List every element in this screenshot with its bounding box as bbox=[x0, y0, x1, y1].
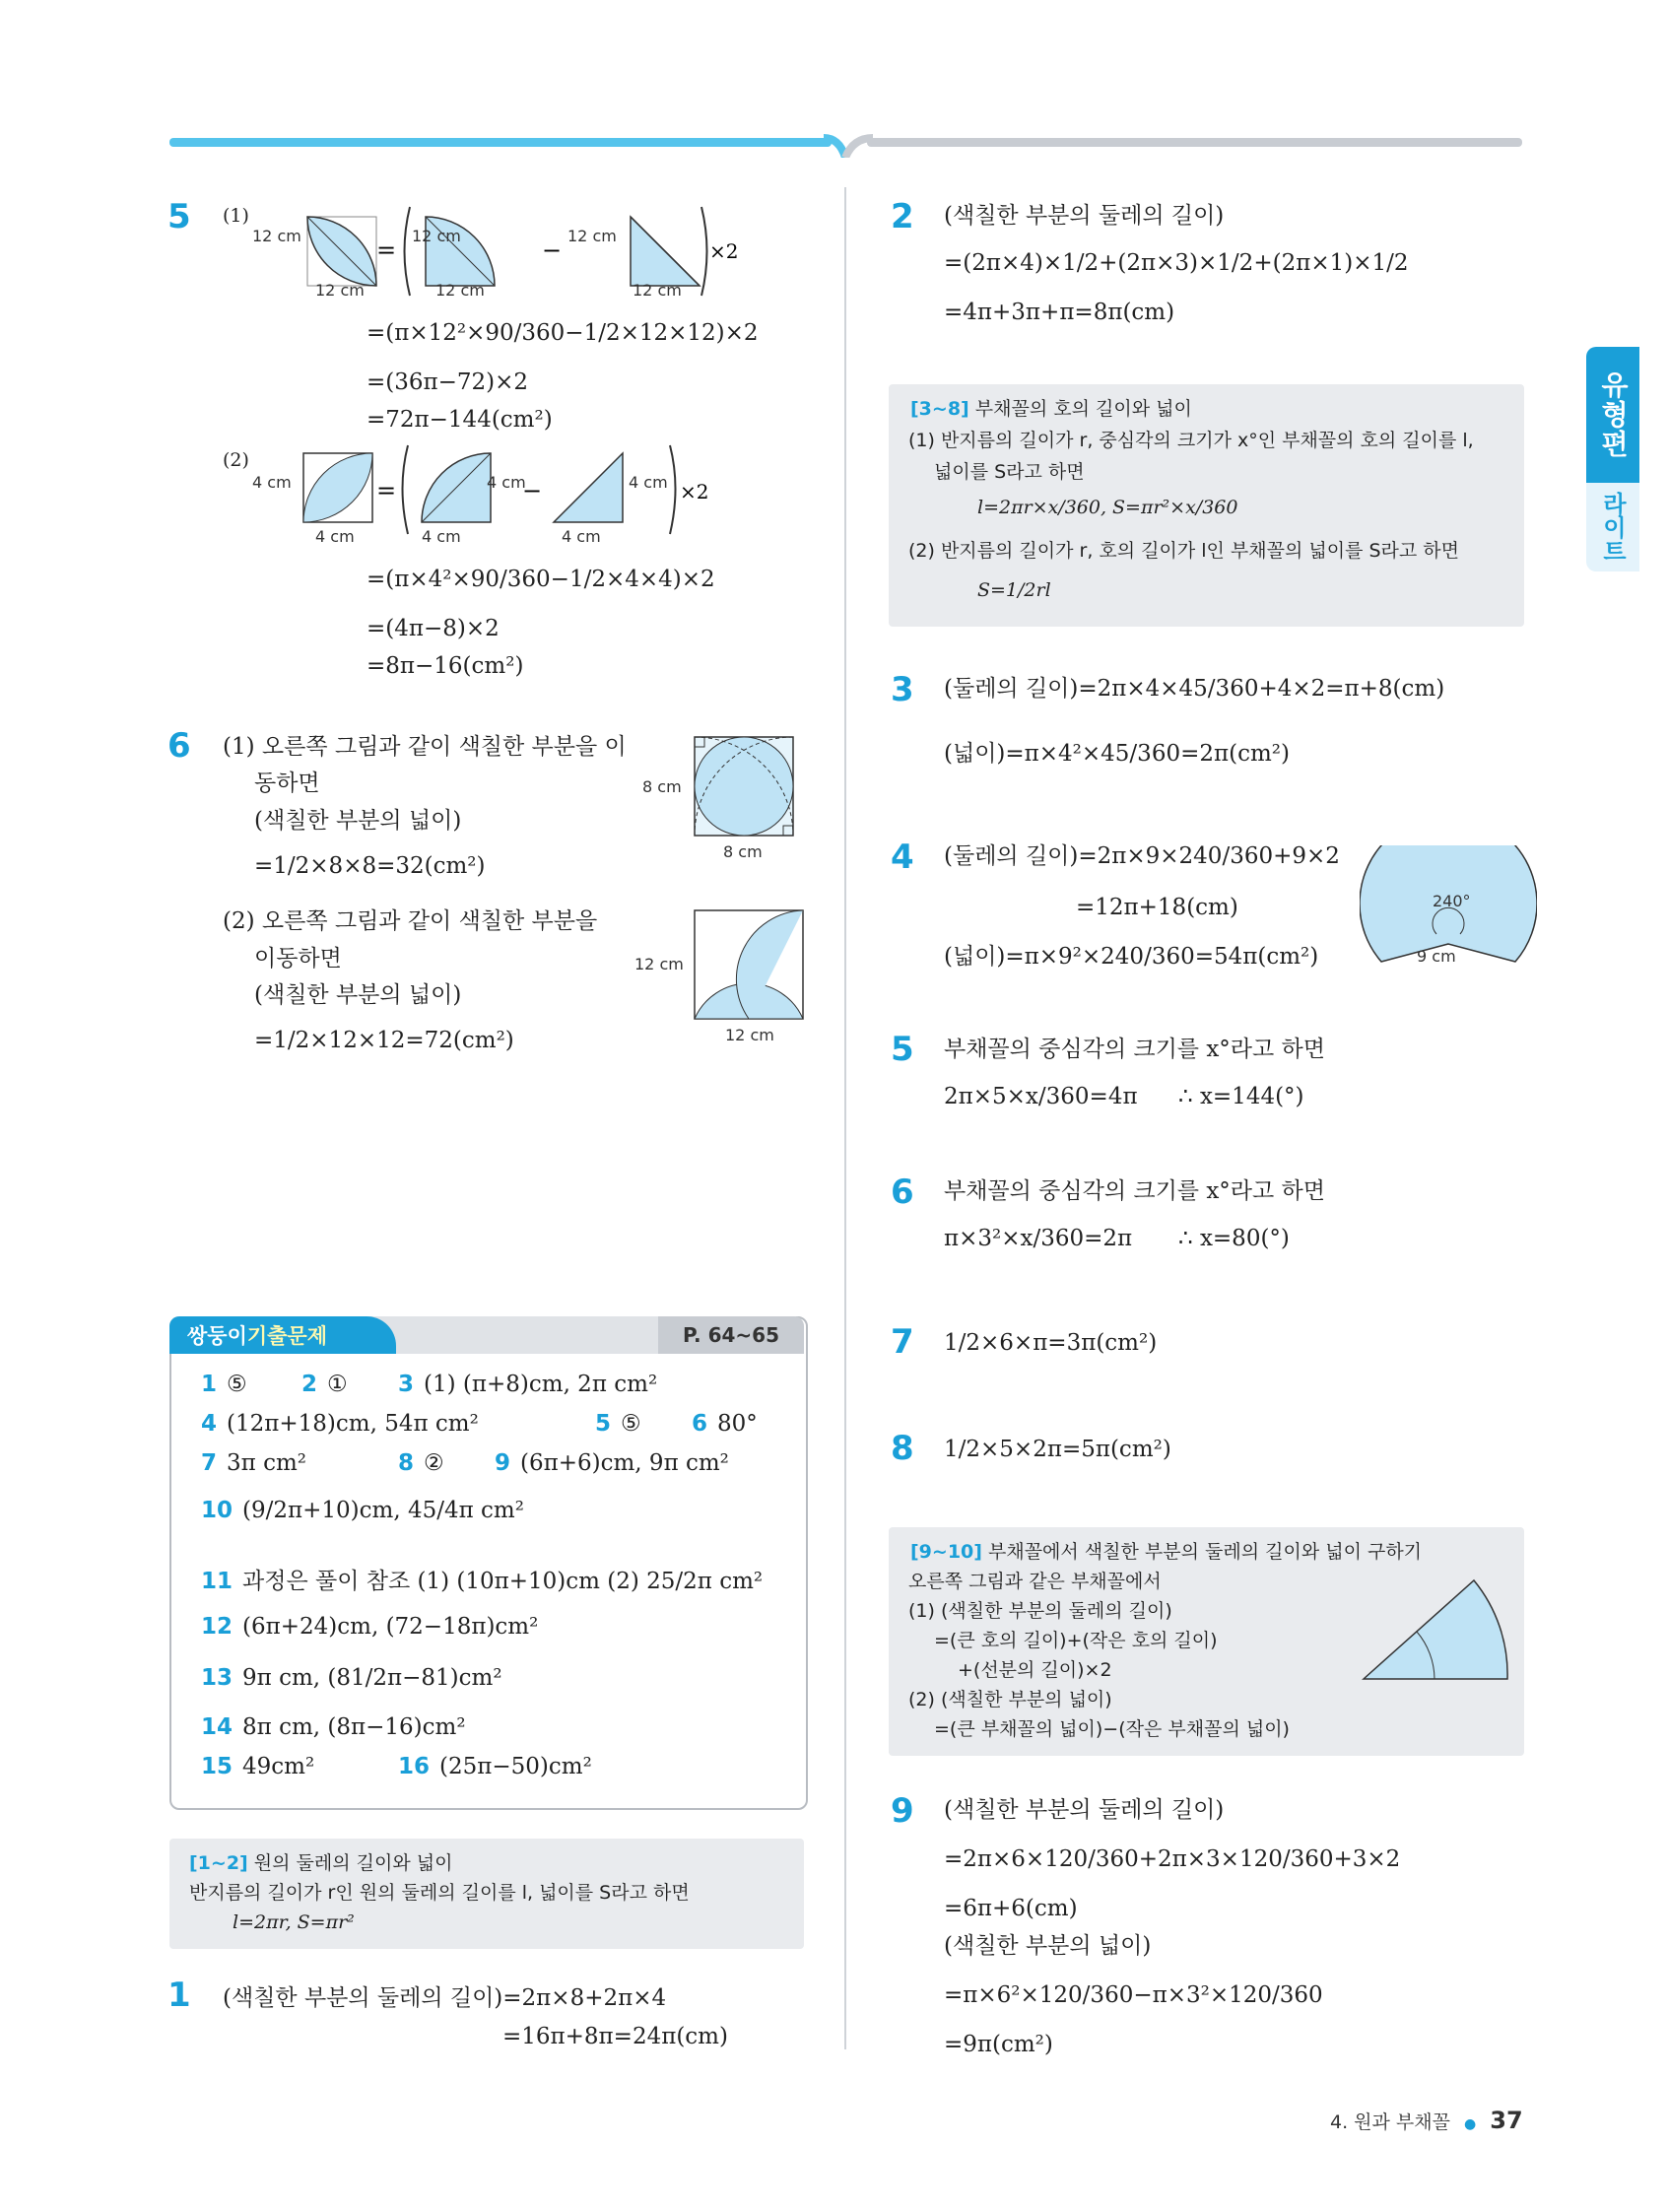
p5-line: =8π−16(cm²) bbox=[367, 653, 524, 679]
problem-5-figure-1 bbox=[246, 197, 759, 305]
box-3-8-title: [3~8] 부채꼴의 호의 길이와 넓이 bbox=[910, 398, 1192, 420]
box-3-8-line: (2) 반지름의 길이가 r, 호의 길이가 l인 부채꼴의 넓이를 S라고 하면 bbox=[908, 540, 1459, 562]
r-p9-line: =6π+6(cm) bbox=[944, 1896, 1078, 1921]
fig5-label: 12 cm bbox=[315, 281, 365, 300]
p6-text: (색칠한 부분의 넓이) bbox=[254, 808, 462, 834]
box-9-10-line: 오른쪽 그림과 같은 부채꼴에서 bbox=[908, 1571, 1162, 1592]
problem-8-number: 8 bbox=[891, 1429, 914, 1468]
p6-text: =1/2×8×8=32(cm²) bbox=[254, 853, 486, 879]
exam-answer: 3 (1) (π+8)cm, 2π cm² bbox=[398, 1372, 658, 1397]
r-p3-line: (넓이)=π×4²×45/360=2π(cm²) bbox=[944, 741, 1290, 767]
box-9-10-line: +(선분의 길이)×2 bbox=[958, 1659, 1112, 1681]
r-p5-line: 2π×5×x/360=4π bbox=[944, 1084, 1138, 1109]
problem-5-sub2: (2) bbox=[223, 449, 249, 471]
p1-line: (색칠한 부분의 둘레의 길이)=2π×8+2π×4 bbox=[223, 1985, 667, 2011]
fig5b-label: 4 cm bbox=[252, 473, 292, 492]
r-p4-line: (넓이)=π×9²×240/360=54π(cm²) bbox=[944, 944, 1319, 970]
side-tab-top: 유형편 bbox=[1597, 370, 1630, 459]
exam-answer: 1 ⑤ bbox=[201, 1372, 247, 1397]
exam-title-accent: 기출문제 bbox=[246, 1324, 328, 1348]
box-1-2-title: [1~2] 원의 둘레의 길이와 넓이 bbox=[189, 1852, 453, 1874]
problem-6-figure-2 bbox=[631, 899, 808, 1046]
r-p2-line: =4π+3π+π=8π(cm) bbox=[944, 300, 1175, 325]
box-3-8-line: 넓이를 S라고 하면 bbox=[934, 461, 1085, 483]
exam-answer: 15 49cm² bbox=[201, 1754, 315, 1779]
r-p6-line: 부채꼴의 중심각의 크기를 x°라고 하면 bbox=[944, 1178, 1325, 1204]
svg-text:−: − bbox=[542, 236, 563, 264]
exam-title bbox=[169, 1316, 396, 1354]
fig6-label: 8 cm bbox=[642, 777, 682, 796]
exam-answer: 2 ① bbox=[301, 1372, 348, 1397]
exam-answer: 5 ⑤ bbox=[595, 1411, 641, 1437]
fig5b-times: ×2 bbox=[680, 480, 709, 503]
column-divider bbox=[844, 187, 846, 2049]
svg-text:=: = bbox=[376, 236, 397, 264]
footer-dot-icon: ● bbox=[1464, 2116, 1477, 2132]
fig5-label: 12 cm bbox=[252, 227, 301, 245]
svg-text:=: = bbox=[376, 477, 397, 504]
problem-5-sub1: (1) bbox=[223, 205, 249, 227]
problem-6-number: 6 bbox=[167, 726, 191, 766]
p5-line: =(π×4²×90/360−1/2×4×4)×2 bbox=[367, 567, 715, 592]
r-p9-line: (색칠한 부분의 둘레의 길이) bbox=[944, 1797, 1225, 1823]
r-p6-line: π×3²×x/360=2π bbox=[944, 1226, 1133, 1251]
r-p7-line: 1/2×6×π=3π(cm²) bbox=[944, 1330, 1158, 1356]
exam-answer: 9 (6π+6)cm, 9π cm² bbox=[495, 1450, 729, 1476]
fig6-label: 8 cm bbox=[723, 842, 763, 861]
fig5b-label: 4 cm bbox=[315, 527, 355, 546]
exam-answer: 4 (12π+18)cm, 54π cm² bbox=[201, 1411, 479, 1437]
p1-line: =16π+8π=24π(cm) bbox=[502, 2024, 728, 2049]
box-3-8-line: (1) 반지름의 길이가 r, 중심각의 크기가 x°인 부채꼴의 호의 길이를 l, bbox=[908, 430, 1474, 451]
r-p9-line: =2π×6×120/360+2π×3×120/360+3×2 bbox=[944, 1846, 1401, 1872]
page-number: 37 bbox=[1490, 2107, 1523, 2134]
exam-answer: 11 과정은 풀이 참조 (1) (10π+10)cm (2) 25/2π cm² bbox=[201, 1569, 764, 1594]
fig5-times: ×2 bbox=[709, 239, 739, 263]
p5-line: =72π−144(cm²) bbox=[367, 407, 553, 433]
fig5b-label: 4 cm bbox=[629, 473, 668, 492]
box-9-10-title: [9~10] 부채꼴에서 색칠한 부분의 둘레의 길이와 넓이 구하기 bbox=[910, 1541, 1423, 1563]
fig4-length: 9 cm bbox=[1417, 947, 1456, 966]
problem-1-number: 1 bbox=[167, 1976, 191, 2015]
exam-answer: 10 (9/2π+10)cm, 45/4π cm² bbox=[201, 1498, 524, 1523]
p5-line: =(36π−72)×2 bbox=[367, 369, 529, 395]
footer bbox=[1330, 2107, 1523, 2134]
problem-6-figure-1 bbox=[631, 727, 808, 865]
box-9-10-line: (2) (색칠한 부분의 넓이) bbox=[908, 1689, 1112, 1710]
p6-text: 동하면 bbox=[254, 771, 320, 796]
fig5b-label: 4 cm bbox=[422, 527, 461, 546]
box-9-10-line: (1) (색칠한 부분의 둘레의 길이) bbox=[908, 1600, 1172, 1622]
fig5b-label: 4 cm bbox=[562, 527, 601, 546]
r-p6-line: ∴ x=80(°) bbox=[1178, 1226, 1290, 1251]
problem-5-number: 5 bbox=[167, 197, 191, 236]
exam-answer: 14 8π cm, (8π−16)cm² bbox=[201, 1714, 466, 1740]
p6-text: (2) 오른쪽 그림과 같이 색칠한 부분을 bbox=[223, 908, 598, 934]
side-tab-bottom: 라이트 bbox=[1598, 492, 1627, 563]
exam-answer: 7 3π cm² bbox=[201, 1450, 306, 1476]
exam-title-plain: 쌍둥이 bbox=[187, 1324, 247, 1348]
box-1-2-line: 반지름의 길이가 r인 원의 둘레의 길이를 l, 넓이를 S라고 하면 bbox=[189, 1882, 690, 1904]
r-p5-line: ∴ x=144(°) bbox=[1178, 1084, 1304, 1109]
r-p5-line: 부채꼴의 중심각의 크기를 x°라고 하면 bbox=[944, 1037, 1325, 1062]
box-3-8-line: S=1/2rl bbox=[977, 579, 1051, 601]
side-tab bbox=[1586, 347, 1639, 573]
exam-answer: 12 (6π+24)cm, (72−18π)cm² bbox=[201, 1614, 539, 1640]
fig5-label: 12 cm bbox=[412, 227, 461, 245]
exam-answer: 13 9π cm, (81/2π−81)cm² bbox=[201, 1665, 502, 1691]
r-p2-line: (색칠한 부분의 둘레의 길이) bbox=[944, 203, 1225, 229]
r-p8-line: 1/2×5×2π=5π(cm²) bbox=[944, 1437, 1171, 1462]
problem-4-sector-figure bbox=[1360, 845, 1537, 973]
box-9-10-line: =(큰 호의 길이)+(작은 호의 길이) bbox=[934, 1630, 1218, 1651]
exam-answer: 16 (25π−50)cm² bbox=[398, 1754, 592, 1779]
fig4-angle: 240° bbox=[1433, 892, 1471, 910]
r-p2-line: =(2π×4)×1/2+(2π×3)×1/2+(2π×1)×1/2 bbox=[944, 250, 1409, 276]
exam-answer: 6 80° bbox=[692, 1411, 758, 1437]
fig5-label: 12 cm bbox=[435, 281, 485, 300]
p5-line: =(π×12²×90/360−1/2×12×12)×2 bbox=[367, 320, 759, 346]
fig5-label: 12 cm bbox=[567, 227, 617, 245]
problem-7-number: 7 bbox=[891, 1322, 914, 1362]
box-9-10-figure bbox=[1358, 1569, 1515, 1697]
p6-text: (1) 오른쪽 그림과 같이 색칠한 부분을 이 bbox=[223, 734, 627, 760]
problem-9-number: 9 bbox=[891, 1791, 914, 1831]
fig6b-label: 12 cm bbox=[634, 955, 684, 973]
r-p4-line: (둘레의 길이)=2π×9×240/360+9×2 bbox=[944, 843, 1340, 869]
problem-4-number: 4 bbox=[891, 838, 914, 877]
problem-2-number: 2 bbox=[891, 197, 914, 236]
r-p9-line: (색칠한 부분의 넓이) bbox=[944, 1933, 1152, 1959]
exam-answer: 8 ② bbox=[398, 1450, 444, 1476]
r-p4-line: =12π+18(cm) bbox=[1076, 895, 1238, 920]
r-p9-line: =π×6²×120/360−π×3²×120/360 bbox=[944, 1982, 1323, 2008]
problem-5r-number: 5 bbox=[891, 1030, 914, 1069]
exam-pages: P. 64~65 bbox=[658, 1316, 804, 1354]
box-1-2-formula: l=2πr, S=πr² bbox=[233, 1911, 355, 1933]
footer-chapter: 4. 원과 부채꼴 bbox=[1330, 2111, 1450, 2133]
p6-text: (색칠한 부분의 넓이) bbox=[254, 982, 462, 1008]
box-3-8-line: l=2πr×x/360, S=πr²×x/360 bbox=[977, 497, 1238, 518]
problem-3-number: 3 bbox=[891, 670, 914, 709]
header-bar bbox=[0, 0, 1668, 158]
p5-line: =(4π−8)×2 bbox=[367, 616, 500, 641]
p6-text: =1/2×12×12=72(cm²) bbox=[254, 1028, 514, 1053]
p6-text: 이동하면 bbox=[254, 946, 342, 972]
fig5-label: 12 cm bbox=[633, 281, 682, 300]
box-9-10-line: =(큰 부채꼴의 넓이)−(작은 부채꼴의 넓이) bbox=[934, 1718, 1290, 1740]
svg-text:−: − bbox=[522, 477, 543, 504]
fig5b-label: 4 cm bbox=[487, 473, 526, 492]
fig6b-label: 12 cm bbox=[725, 1026, 774, 1044]
problem-5-figure-2 bbox=[246, 443, 759, 552]
problem-6r-number: 6 bbox=[891, 1173, 914, 1212]
r-p9-line: =9π(cm²) bbox=[944, 2032, 1053, 2057]
r-p3-line: (둘레의 길이)=2π×4×45/360+4×2=π+8(cm) bbox=[944, 676, 1445, 702]
